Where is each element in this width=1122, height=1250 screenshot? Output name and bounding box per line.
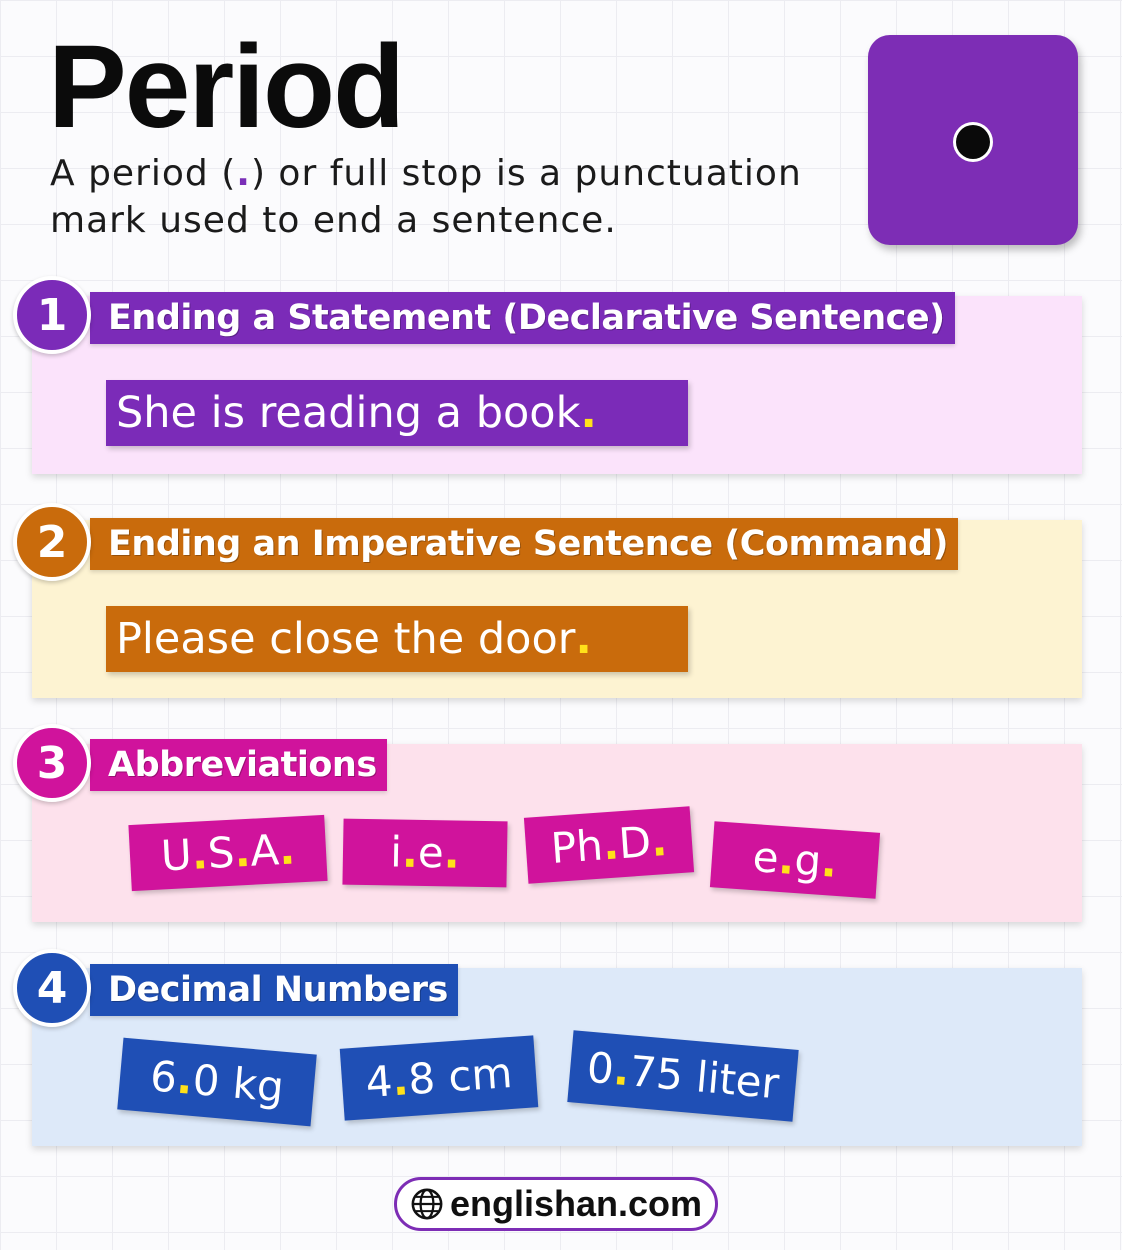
tag-decimal-point: . (611, 1045, 632, 1096)
tag-digit: 75 liter (627, 1046, 782, 1109)
tag-letter: e (417, 827, 445, 878)
example-sentence (106, 606, 688, 672)
tag-letter: e (751, 832, 781, 883)
tag-period: . (649, 816, 669, 867)
tag-letter: U (159, 829, 194, 881)
tag-digit: 4 (364, 1056, 395, 1108)
abbreviation-tag (710, 821, 880, 898)
globe-icon (410, 1187, 444, 1221)
tag-period: . (776, 833, 797, 884)
tag-period: . (190, 829, 209, 879)
tag-period: . (601, 819, 621, 870)
decimal-tag (340, 1035, 539, 1120)
section-number-badge: 4 (13, 949, 91, 1027)
tag-letter: i (389, 827, 403, 877)
tag-decimal-point: . (390, 1055, 411, 1106)
tag-digit: 6 (148, 1051, 180, 1103)
example-period: . (575, 614, 592, 664)
section-number-badge: 3 (13, 724, 91, 802)
tag-letter: A (248, 825, 281, 876)
abbreviation-tag (524, 806, 694, 883)
section-number-badge: 1 (13, 276, 91, 354)
tag-digit: 0 kg (190, 1054, 286, 1112)
abbreviation-tag (342, 819, 507, 888)
definition-before: A period ( (50, 153, 237, 194)
tag-letter: g (792, 835, 823, 886)
tag-letter: Ph (549, 820, 605, 873)
tag-period: . (443, 828, 461, 878)
section-heading: Abbreviations (90, 739, 387, 791)
tag-digit: 0 (585, 1042, 616, 1094)
abbreviation-tag (128, 815, 327, 891)
tag-period: . (819, 836, 839, 887)
page-title: Period (48, 21, 404, 153)
example-period: . (580, 388, 597, 438)
section-heading: Ending an Imperative Sentence (Command) (90, 518, 958, 570)
section-heading: Decimal Numbers (90, 964, 458, 1016)
tag-letter: D (617, 817, 653, 869)
tag-digit: 8 cm (406, 1047, 514, 1105)
tag-decimal-point: . (174, 1053, 196, 1104)
example-sentence (106, 380, 688, 446)
definition-text (50, 150, 830, 244)
tag-period: . (233, 826, 252, 877)
site-link[interactable] (394, 1177, 718, 1231)
definition-period-mark: . (236, 153, 251, 194)
section-number-badge: 2 (13, 503, 91, 581)
example-text: Please close the door (116, 614, 576, 664)
period-dot-icon (956, 125, 990, 159)
period-tile (868, 35, 1078, 245)
example-text: She is reading a book (116, 388, 581, 438)
definition-after: ) or full stop is a punctuation mark used to end a sentence. (50, 153, 802, 241)
tag-period: . (277, 824, 297, 875)
tag-letter: S (206, 827, 236, 879)
section-heading: Ending a Statement (Declarative Sentence) (90, 292, 955, 344)
site-url: englishan.com (449, 1183, 703, 1224)
tag-period: . (401, 827, 419, 877)
